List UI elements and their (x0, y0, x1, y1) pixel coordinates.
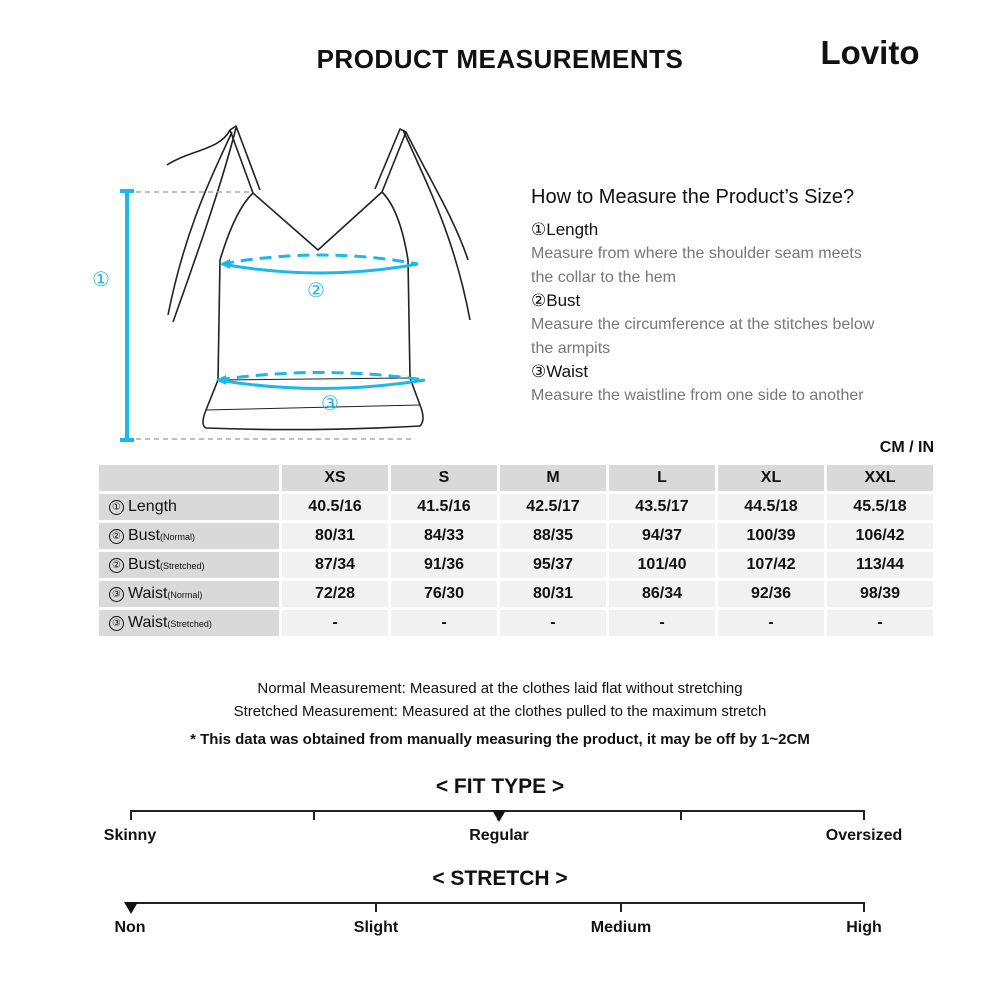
table-cell: 87/34 (282, 552, 388, 578)
row-qualifier: (Normal) (160, 532, 196, 542)
table-cell: 92/36 (718, 581, 824, 607)
waist-marker: ③ (321, 393, 339, 415)
table-cell: 95/37 (500, 552, 606, 578)
step-length-description: Measure from where the shoulder seam meets the collar to the hem (531, 245, 862, 286)
table-cell: 106/42 (827, 523, 933, 549)
table-row (99, 581, 933, 607)
table-cell: 91/36 (391, 552, 497, 578)
table-cell: 41.5/16 (391, 494, 497, 520)
table-cell: - (609, 610, 715, 636)
guide-heading: How to Measure the Product’s Size? (531, 186, 855, 208)
stretch-tick (375, 902, 377, 912)
table-cell: 86/34 (609, 581, 715, 607)
stretch-title: < STRETCH > (432, 867, 568, 890)
fit-type-label-skinny: Skinny (103, 827, 157, 844)
table-cell: - (282, 610, 388, 636)
table-cell: - (500, 610, 606, 636)
table-cell: 76/30 (391, 581, 497, 607)
measurement-row-label (99, 581, 279, 607)
size-header-s: S (391, 465, 497, 491)
table-cell: 45.5/18 (827, 494, 933, 520)
step-waist-description: Measure the waistline from one side to another (531, 387, 864, 404)
measurement-row-label (99, 552, 279, 578)
row-name: Waist (128, 614, 168, 631)
step-waist-label: ③Waist (531, 362, 589, 381)
step-bust-label: ②Bust (531, 291, 581, 310)
table-row (99, 523, 933, 549)
table-row (99, 610, 933, 636)
units-label: CM / IN (879, 439, 934, 456)
table-cell: 88/35 (500, 523, 606, 549)
row-qualifier: (Normal) (167, 590, 203, 600)
table-cell: - (718, 610, 824, 636)
stretch-selected-marker (124, 902, 138, 914)
row-qualifier: (Stretched) (160, 561, 205, 571)
disclaimer-note: * This data was obtained from manually measuring the product, it may be off by 1~2CM (190, 731, 810, 748)
bust-marker: ② (307, 280, 325, 302)
stretch-label-high: High (846, 919, 882, 936)
table-cell: 98/39 (827, 581, 933, 607)
measurement-row-label (99, 523, 279, 549)
table-cell: 42.5/17 (500, 494, 606, 520)
size-header-xxl: XXL (827, 465, 933, 491)
fit-type-title: < FIT TYPE > (435, 775, 565, 798)
row-name: Length (128, 498, 177, 515)
row-qualifier: (Stretched) (167, 619, 212, 629)
garment-illustration (70, 110, 490, 460)
stretched-measurement-note: Stretched Measurement: Measured at the clothes pulled to the maximum stretch (233, 703, 767, 720)
size-chart-table (96, 462, 936, 639)
page-title: PRODUCT MEASUREMENTS (316, 44, 684, 74)
row-number: ② (109, 558, 124, 573)
fit-type-label-regular: Regular (469, 827, 529, 844)
length-marker: ① (92, 269, 110, 291)
row-number: ③ (109, 616, 124, 631)
table-cell: 72/28 (282, 581, 388, 607)
header-corner-cell (99, 465, 279, 491)
step-bust-description: Measure the circumference at the stitches below the armpits (531, 316, 875, 357)
table-cell: 94/37 (609, 523, 715, 549)
table-cell: 84/33 (391, 523, 497, 549)
size-header-l: L (609, 465, 715, 491)
measurement-row-label (99, 494, 279, 520)
size-header-xl: XL (718, 465, 824, 491)
table-cell: 43.5/17 (609, 494, 715, 520)
row-number: ① (109, 500, 124, 515)
table-row (99, 494, 933, 520)
row-number: ③ (109, 587, 124, 602)
table-cell: 44.5/18 (718, 494, 824, 520)
table-cell: 40.5/16 (282, 494, 388, 520)
table-cell: - (827, 610, 933, 636)
table-cell: 101/40 (609, 552, 715, 578)
table-cell: 107/42 (718, 552, 824, 578)
stretch-label-medium: Medium (590, 919, 652, 936)
stretch-tick (620, 902, 622, 912)
size-header-m: M (500, 465, 606, 491)
measurement-row-label (99, 610, 279, 636)
fit-type-label-oversized: Oversized (825, 827, 903, 844)
stretch-scale-line (130, 902, 865, 904)
table-header-row (99, 465, 933, 491)
normal-measurement-note: Normal Measurement: Measured at the clothes laid flat without stretching (257, 680, 743, 697)
size-header-xs: XS (282, 465, 388, 491)
table-cell: 113/44 (827, 552, 933, 578)
row-name: Bust (128, 527, 161, 544)
row-number: ② (109, 529, 124, 544)
fit-type-tick (863, 810, 865, 820)
table-cell: 80/31 (500, 581, 606, 607)
table-cell: 100/39 (718, 523, 824, 549)
stretch-tick (863, 902, 865, 912)
fit-type-tick (130, 810, 132, 820)
fit-type-tick (680, 810, 682, 820)
table-row (99, 552, 933, 578)
brand-logo: Lovito (820, 34, 920, 71)
step-length-label: ①Length (531, 220, 599, 239)
fit-type-tick (313, 810, 315, 820)
fit-type-selected-marker (492, 810, 506, 822)
row-name: Waist (128, 585, 168, 602)
table-cell: 80/31 (282, 523, 388, 549)
row-name: Bust (128, 556, 161, 573)
stretch-label-non: Non (114, 919, 146, 936)
table-cell: - (391, 610, 497, 636)
stretch-label-slight: Slight (353, 919, 399, 936)
